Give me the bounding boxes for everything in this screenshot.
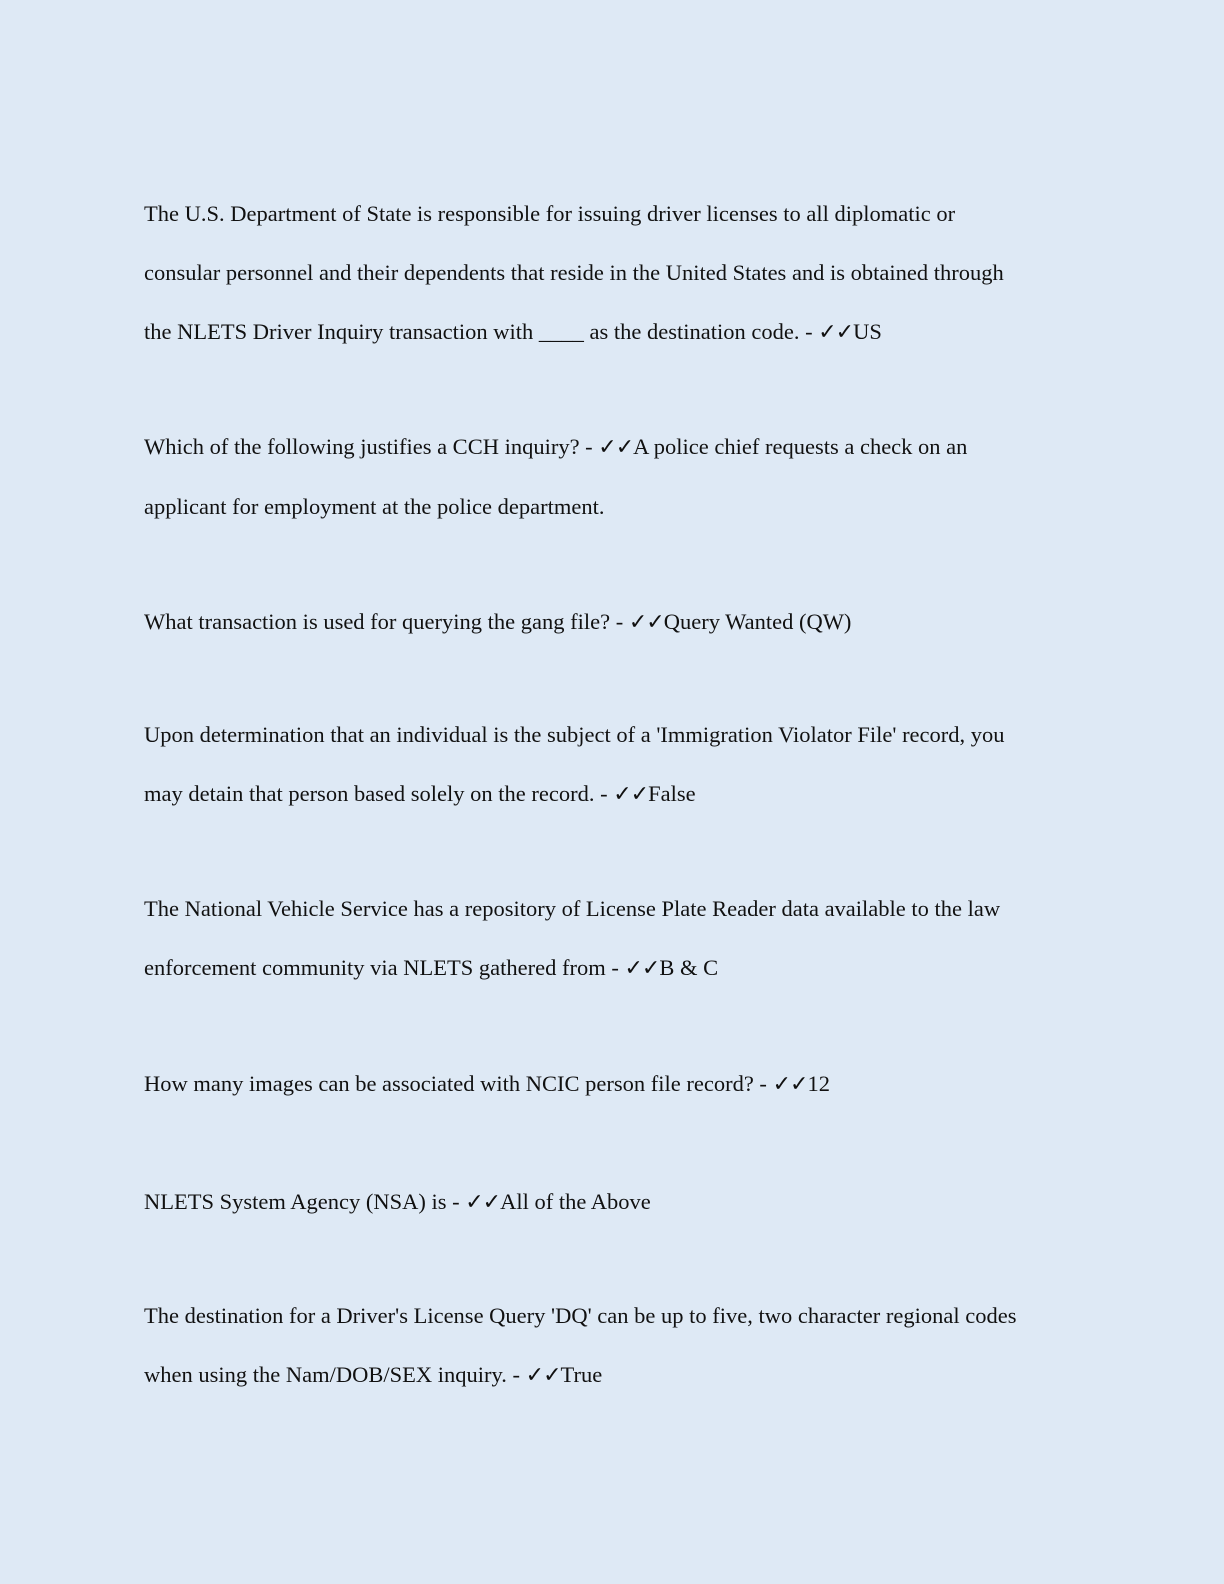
question-text: How many images can be associated with NCIC person file record? - [144,1071,773,1096]
qa-item-7 [144,1172,1084,1232]
question-text: when using the Nam/DOB/SEX inquiry. - [144,1362,526,1387]
question-answer-line [144,1345,1084,1405]
question-line: Upon determination that an individual is the subject of a 'Immigration Violator File' record, you [144,722,1005,747]
qa-item-5 [144,879,1084,998]
double-check-icon: ✓✓ [613,782,649,807]
question-text: may detain that person based solely on the record. - [144,781,614,806]
question-line: The U.S. Department of State is responsible for issuing driver licenses to all diplomatic or [144,201,956,226]
question-text: the NLETS Driver Inquiry transaction with ____ as the destination code. - [144,319,819,344]
question-line: The National Vehicle Service has a repository of License Plate Reader data available to the law [144,896,1001,921]
double-check-icon: ✓✓ [598,435,634,460]
question-answer-line [144,417,1084,477]
double-check-icon: ✓✓ [624,956,660,981]
qa-item-2 [144,417,1084,536]
double-check-icon: ✓✓ [772,1072,808,1097]
answer-text: A police chief requests a check on an [633,434,968,459]
qa-item-6 [144,1054,1084,1114]
question-text: NLETS System Agency (NSA) is - [144,1189,466,1214]
answer-text: Query Wanted (QW) [663,609,852,634]
double-check-icon: ✓✓ [525,1363,561,1388]
answer-line: applicant for employment at the police department. [144,494,605,519]
question-answer-line [144,592,1084,652]
double-check-icon: ✓✓ [465,1190,501,1215]
double-check-icon: ✓✓ [628,610,664,635]
qa-item-1 [144,184,1084,362]
answer-text: False [648,781,696,806]
double-check-icon: ✓✓ [818,320,854,345]
question-line: consular personnel and their dependents that reside in the United States and is obtained through [144,260,1004,285]
question-text: enforcement community via NLETS gathered from - [144,955,625,980]
answer-text: B & C [659,955,719,980]
question-line: The destination for a Driver's License Query 'DQ' can be up to five, two character regional codes [144,1303,1017,1328]
answer-text: All of the Above [500,1189,651,1214]
question-answer-line [144,764,1084,824]
question-answer-line [144,1172,1084,1232]
answer-text: True [560,1362,603,1387]
answer-text: 12 [807,1071,830,1096]
qa-item-4 [144,705,1084,824]
question-answer-line [144,302,1084,362]
qa-item-3 [144,592,1084,652]
answer-text: US [853,319,882,344]
question-text: Which of the following justifies a CCH inquiry? - [144,434,599,459]
qa-item-8 [144,1286,1084,1405]
question-text: What transaction is used for querying the gang file? - [144,609,629,634]
question-answer-line [144,938,1084,998]
question-answer-line [144,1054,1084,1114]
